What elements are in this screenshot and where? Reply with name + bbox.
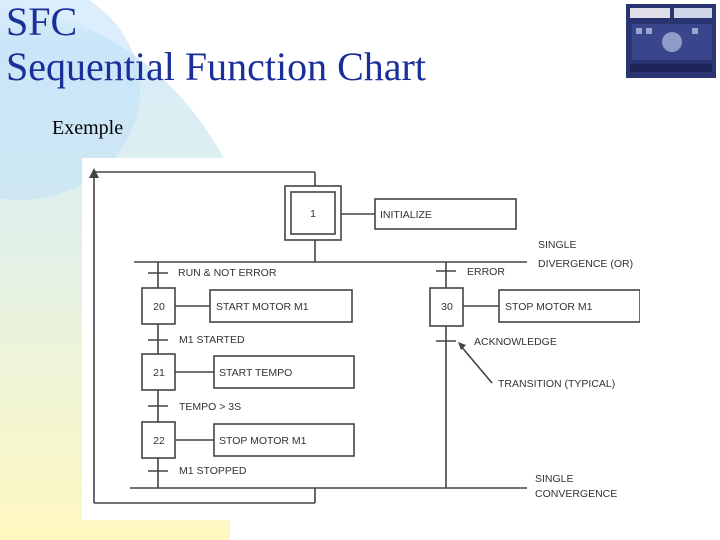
step-21-action-label: START TEMPO	[219, 367, 293, 379]
slide-subtitle: Exemple	[52, 117, 124, 139]
step-21-number: 21	[153, 367, 165, 379]
step-22-action-label: STOP MOTOR M1	[219, 435, 307, 447]
sfc-diagram	[82, 158, 640, 520]
step-20-number: 20	[153, 301, 165, 313]
transition-error: ERROR	[467, 266, 505, 278]
transition-run-not-error: RUN & NOT ERROR	[178, 267, 277, 279]
step-30-number: 30	[441, 301, 453, 313]
slide-title-line1: SFC	[6, 0, 78, 44]
plc-device-image	[622, 0, 720, 80]
transition-acknowledge: ACKNOWLEDGE	[474, 336, 557, 348]
step-20-action-label: START MOTOR M1	[216, 301, 309, 313]
initial-step-number: 1	[310, 208, 316, 220]
note-single-divergence-1: SINGLE	[538, 239, 577, 251]
transition-m1-stopped: M1 STOPPED	[179, 465, 247, 477]
initial-action-label: INITIALIZE	[380, 209, 432, 221]
note-single-divergence-2: DIVERGENCE (OR)	[538, 258, 634, 270]
step-30-action-label: STOP MOTOR M1	[505, 301, 593, 313]
note-single-convergence-2: CONVERGENCE	[535, 488, 618, 500]
step-22-number: 22	[153, 435, 165, 447]
slide-title-line2: Sequential Function Chart	[6, 44, 426, 89]
note-single-convergence-1: SINGLE	[535, 473, 574, 485]
transition-tempo: TEMPO > 3S	[179, 401, 242, 413]
transition-m1-started: M1 STARTED	[179, 334, 245, 346]
note-transition-typical: TRANSITION (TYPICAL)	[498, 378, 616, 390]
